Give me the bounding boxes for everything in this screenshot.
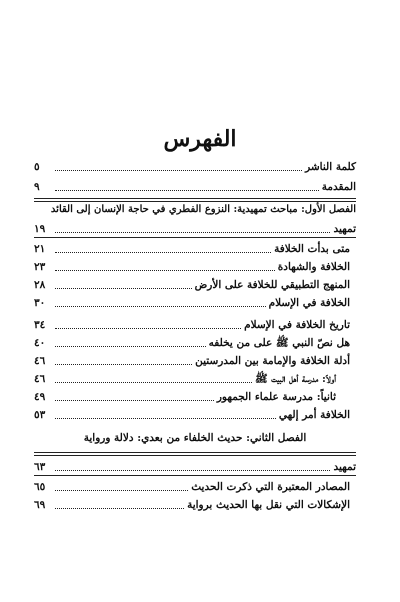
row-divider — [34, 475, 356, 476]
leader-dots — [55, 489, 188, 491]
toc-entry[interactable] — [34, 334, 356, 350]
toc-entry-page: ٥ — [34, 161, 40, 173]
toc-entry-page: ٦٣ — [34, 461, 46, 473]
toc-entry-page: ٤٦ — [34, 355, 46, 367]
leader-dots — [55, 327, 241, 329]
leader-dots — [55, 363, 192, 365]
toc-entry-label: المنهج التطبيقي للخلافة على الأرض — [194, 279, 350, 291]
toc-entry-label: هل نصّ النبي ﷺ على من يخلفه — [208, 337, 350, 349]
table-of-contents — [34, 0, 356, 602]
toc-entry[interactable] — [34, 406, 356, 422]
toc-entry-label: تاريخ الخلافة في الإسلام — [244, 319, 350, 331]
toc-entry[interactable] — [34, 178, 356, 194]
chapter-heading: الفصل الأول: مباحث تمهيدية: النزوع الفطري في حاجة الإنسان إلى القائد — [50, 204, 356, 215]
toc-entry-page: ٤٩ — [34, 391, 46, 403]
leader-dots — [55, 399, 214, 401]
row-divider — [34, 237, 356, 238]
leader-dots — [55, 469, 330, 471]
toc-entry-page: ٤٠ — [34, 337, 46, 349]
leader-dots — [55, 251, 271, 253]
toc-entry-page: ٢١ — [34, 243, 46, 255]
toc-entry-label: ثانياً: مدرسة علماء الجمهور — [216, 391, 336, 403]
toc-entry[interactable] — [34, 478, 356, 494]
leader-dots — [55, 189, 319, 191]
toc-entry-page: ٩ — [34, 181, 40, 193]
leader-dots — [55, 345, 206, 347]
toc-entry-page: ٣٤ — [34, 319, 46, 331]
toc-entry-label: الخلافة في الإسلام — [268, 297, 350, 309]
leader-dots — [55, 287, 192, 289]
toc-entry-page: ٥٣ — [34, 409, 46, 421]
toc-entry-label: المقدمة — [321, 181, 356, 193]
leader-dots — [55, 169, 302, 171]
leader-dots — [55, 507, 184, 509]
toc-entry[interactable] — [34, 294, 356, 310]
toc-entry-label: متى بدأت الخلافة — [274, 243, 350, 255]
toc-entry[interactable] — [34, 158, 356, 174]
toc-entry-label: أولاً: مدرسة أهل البيت ﷺ — [254, 373, 336, 385]
toc-entry-label: تمهيد — [333, 223, 356, 235]
leader-dots — [55, 231, 330, 233]
leader-dots — [55, 305, 266, 307]
section-divider — [34, 198, 356, 202]
toc-entry[interactable] — [34, 496, 356, 512]
toc-entry-label: الإشكالات التي نقل بها الحديث برواية — [187, 499, 350, 511]
toc-entry-page: ٢٣ — [34, 261, 46, 273]
toc-entry-page: ٦٥ — [34, 481, 46, 493]
chapter-heading: الفصل الثاني: حديث الخلفاء من بعدي: دلالة ورواية — [83, 432, 307, 444]
toc-entry[interactable] — [34, 316, 356, 332]
toc-entry-label: الخلافة والشهادة — [277, 261, 350, 273]
toc-entry[interactable] — [34, 276, 356, 292]
toc-entry-page: ٦٩ — [34, 499, 46, 511]
toc-entry-page: ٣٠ — [34, 297, 46, 309]
toc-entry[interactable] — [34, 370, 356, 386]
toc-entry-label: كلمة الناشر — [305, 161, 356, 173]
leader-dots — [55, 417, 276, 419]
toc-entry-label: المصادر المعتبرة التي ذكرت الحديث — [191, 481, 350, 493]
toc-entry[interactable] — [34, 258, 356, 274]
page-title: الفهرس — [163, 126, 237, 152]
toc-entry[interactable] — [34, 352, 356, 368]
toc-entry-page: ٤٦ — [34, 373, 46, 385]
toc-entry[interactable] — [34, 220, 356, 236]
leader-dots — [55, 269, 275, 271]
toc-entry-page: ٢٨ — [34, 279, 46, 291]
toc-entry-label: تمهيد — [333, 461, 356, 473]
toc-entry[interactable] — [34, 388, 356, 404]
toc-entry-page: ١٩ — [34, 223, 46, 235]
toc-entry-label: الخلافة أمر إلهي — [278, 409, 350, 421]
toc-entry[interactable] — [34, 240, 356, 256]
toc-entry[interactable] — [34, 458, 356, 474]
toc-entry-label: أدلة الخلافة والإمامة بين المدرستين — [195, 355, 350, 367]
leader-dots — [55, 381, 252, 383]
section-divider — [34, 452, 356, 456]
